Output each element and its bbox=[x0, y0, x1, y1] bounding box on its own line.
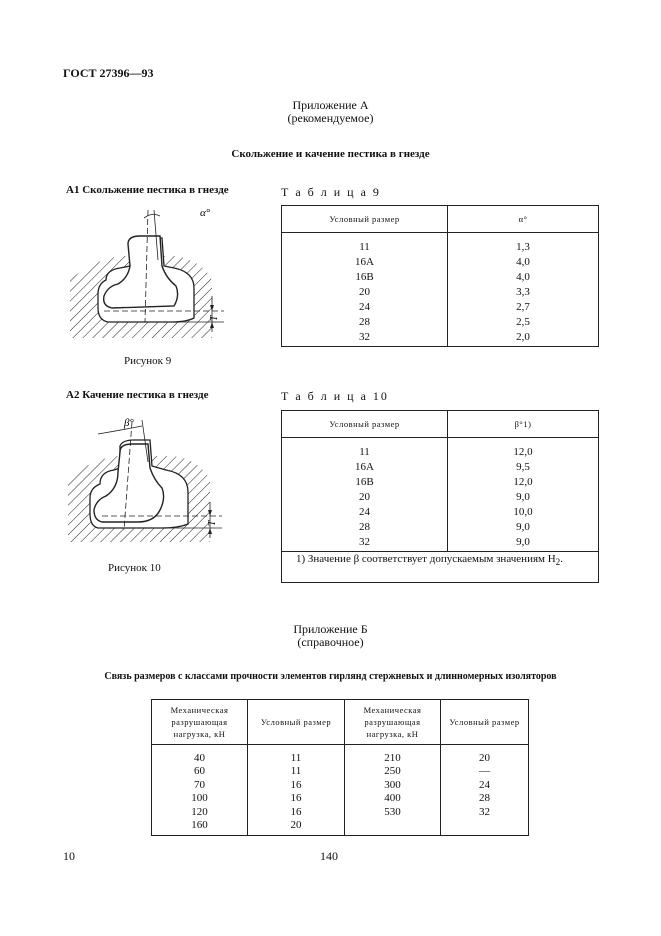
table-9-header-size: Условный размер bbox=[282, 206, 448, 233]
footnote-end: . bbox=[560, 553, 563, 565]
table-9 bbox=[281, 205, 599, 347]
table-cell: 16B bbox=[282, 474, 448, 489]
page-number-center: 140 bbox=[320, 849, 338, 863]
table-10-header-beta: β°1) bbox=[448, 411, 599, 438]
figure-9-caption: Рисунок 9 bbox=[124, 355, 172, 367]
table-cell: 4,0 bbox=[448, 254, 599, 269]
table-cell: 9,5 bbox=[448, 459, 599, 474]
table-row bbox=[282, 474, 599, 489]
table-cell: 9,0 bbox=[448, 534, 599, 552]
footnote-subscript: 2 bbox=[555, 557, 561, 568]
table-cell: 160 bbox=[152, 819, 248, 836]
table-cell: 11 bbox=[282, 438, 448, 460]
table-cell: 250 bbox=[345, 765, 441, 779]
table-cell: 70 bbox=[152, 778, 248, 792]
table-row bbox=[152, 819, 529, 836]
document-code: ГОСТ 27396—93 bbox=[63, 66, 154, 80]
appendix-b-heading: Связь размеров с классами прочности элементов гирлянд стержневых и длинномерных изоляторов bbox=[104, 671, 557, 682]
table-cell: 24 bbox=[282, 504, 448, 519]
table-row bbox=[152, 778, 529, 792]
table-cell: 12,0 bbox=[448, 474, 599, 489]
table-cell: 28 bbox=[282, 314, 448, 329]
table-cell: 11 bbox=[248, 765, 345, 779]
table-cell: 400 bbox=[345, 792, 441, 806]
table-row bbox=[282, 233, 599, 255]
table-row bbox=[282, 459, 599, 474]
table-cell: 20 bbox=[282, 489, 448, 504]
table-cell bbox=[441, 819, 529, 836]
table-row bbox=[152, 792, 529, 806]
figure-10-caption: Рисунок 10 bbox=[108, 562, 161, 574]
table-cell: 20 bbox=[441, 745, 529, 765]
table-b-header-size-1: Условный размер bbox=[248, 700, 345, 745]
figure-10-angle-label: β° bbox=[124, 417, 134, 429]
table-cell: 11 bbox=[248, 745, 345, 765]
table-row bbox=[282, 489, 599, 504]
table-row bbox=[282, 519, 599, 534]
table-cell: 20 bbox=[248, 819, 345, 836]
table-row bbox=[152, 805, 529, 819]
appendix-a-subtitle: (рекомендуемое) bbox=[287, 111, 374, 125]
table-row bbox=[282, 329, 599, 347]
appendix-b-title: Приложение Б bbox=[293, 622, 368, 636]
table-row bbox=[282, 438, 599, 460]
table-9-header-alpha: α° bbox=[448, 206, 599, 233]
table-row bbox=[282, 299, 599, 314]
table-cell: 530 bbox=[345, 805, 441, 819]
table-row bbox=[282, 254, 599, 269]
table-10-title: Т а б л и ц а 10 bbox=[281, 389, 389, 403]
section-a1-heading: А1 Скольжение пестика в гнезде bbox=[66, 184, 229, 196]
table-row bbox=[152, 745, 529, 765]
table-10 bbox=[281, 410, 599, 552]
table-cell: 2,7 bbox=[448, 299, 599, 314]
table-row bbox=[152, 765, 529, 779]
table-cell: 16A bbox=[282, 254, 448, 269]
table-cell: 16B bbox=[282, 269, 448, 284]
figure-9-dim-label: T bbox=[209, 315, 220, 321]
table-cell: 24 bbox=[441, 778, 529, 792]
appendix-b-subtitle: (справочное) bbox=[297, 635, 364, 649]
appendix-a-heading: Скольжение и качение пестика в гнезде bbox=[231, 148, 430, 160]
table-cell: 3,3 bbox=[448, 284, 599, 299]
table-cell: 300 bbox=[345, 778, 441, 792]
figure-10-drawing bbox=[62, 412, 232, 560]
page-number-left: 10 bbox=[63, 849, 75, 863]
table-cell: 28 bbox=[441, 792, 529, 806]
section-a2-heading: А2 Качение пестика в гнезде bbox=[66, 389, 209, 401]
table-cell: 10,0 bbox=[448, 504, 599, 519]
table-cell: 16 bbox=[248, 778, 345, 792]
table-b bbox=[151, 699, 529, 836]
table-row bbox=[282, 284, 599, 299]
table-cell: 9,0 bbox=[448, 519, 599, 534]
table-cell: 24 bbox=[282, 299, 448, 314]
table-cell: 12,0 bbox=[448, 438, 599, 460]
table-cell: — bbox=[441, 765, 529, 779]
figure-9-angle-label: α° bbox=[200, 207, 211, 219]
table-row bbox=[282, 269, 599, 284]
table-cell: 20 bbox=[282, 284, 448, 299]
figure-10-dim-label: T bbox=[207, 520, 218, 526]
figure-9-drawing bbox=[62, 200, 232, 350]
table-cell: 4,0 bbox=[448, 269, 599, 284]
table-9-title: Т а б л и ц а 9 bbox=[281, 185, 381, 199]
table-cell: 60 bbox=[152, 765, 248, 779]
table-cell: 210 bbox=[345, 745, 441, 765]
table-cell: 16A bbox=[282, 459, 448, 474]
appendix-a-title: Приложение А bbox=[292, 98, 369, 112]
table-b-header-load-1: Механическая разрушающая нагрузка, кН bbox=[152, 700, 248, 745]
table-row bbox=[282, 314, 599, 329]
table-b-header-size-2: Условный размер bbox=[441, 700, 529, 745]
table-cell: 2,0 bbox=[448, 329, 599, 347]
table-10-header-size: Условный размер bbox=[282, 411, 448, 438]
table-cell: 32 bbox=[282, 534, 448, 552]
table-cell: 28 bbox=[282, 519, 448, 534]
table-cell: 16 bbox=[248, 792, 345, 806]
table-row bbox=[282, 504, 599, 519]
table-10-footnote bbox=[281, 542, 599, 583]
table-cell: 11 bbox=[282, 233, 448, 255]
table-cell: 2,5 bbox=[448, 314, 599, 329]
table-cell bbox=[345, 819, 441, 836]
table-cell: 100 bbox=[152, 792, 248, 806]
table-cell: 16 bbox=[248, 805, 345, 819]
table-cell: 40 bbox=[152, 745, 248, 765]
table-cell: 120 bbox=[152, 805, 248, 819]
footnote-text: 1) Значение β соответствует допускаемым значениям H bbox=[296, 553, 556, 565]
table-cell: 1,3 bbox=[448, 233, 599, 255]
table-b-header-load-2: Механическая разрушающая нагрузка, кН bbox=[345, 700, 441, 745]
table-cell: 32 bbox=[441, 805, 529, 819]
table-cell: 32 bbox=[282, 329, 448, 347]
table-cell: 9,0 bbox=[448, 489, 599, 504]
